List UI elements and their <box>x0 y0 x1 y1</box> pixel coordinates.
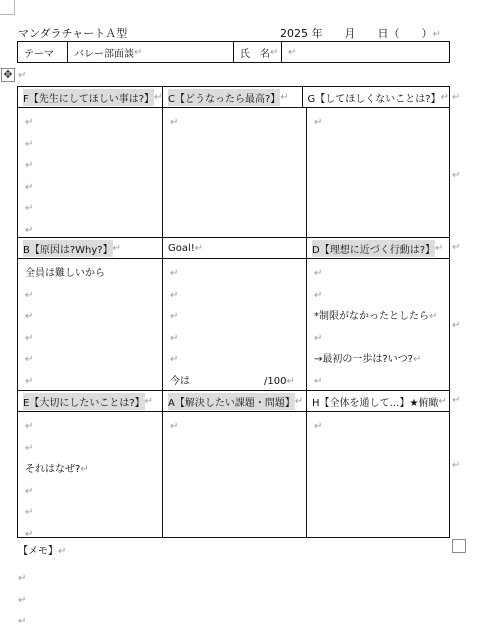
score-suffix: /100 <box>264 375 287 387</box>
paragraph-mark-icon: ↵ <box>286 375 295 387</box>
doc-title-text: マンダラチャートＡ型 <box>18 27 128 40</box>
doc-title <box>18 25 127 41</box>
cell-header-h[interactable] <box>307 391 449 411</box>
theme-label: テーマ <box>24 48 54 60</box>
cell-header-f[interactable] <box>18 87 163 107</box>
grid-body-row-1 <box>18 108 449 238</box>
theme-label-cell <box>18 42 68 62</box>
date-text: 2025 年 月 日（ ） <box>280 27 433 40</box>
table-resize-handle-icon[interactable] <box>452 539 466 553</box>
row-end-mark-icon: ↵ <box>452 320 461 331</box>
name-value-cell[interactable] <box>282 42 449 62</box>
cell-line: ↵ <box>170 332 179 344</box>
score-label: 今は <box>170 375 190 387</box>
cell-line: ↵ <box>170 289 179 301</box>
grid-body-row-2 <box>18 259 449 391</box>
cell-line: ↵ <box>25 354 34 365</box>
cell-line: ↵ <box>25 311 34 322</box>
paragraph-mark-icon: ↵ <box>288 46 297 58</box>
header-table <box>17 41 450 63</box>
cell-body-g[interactable] <box>307 108 449 237</box>
theme-value: バレー部面談 <box>74 48 134 60</box>
cell-label-h: H【全体を通して…】★俯瞰 <box>312 397 439 409</box>
grid-body-row-3 <box>18 412 449 540</box>
cell-header-g[interactable] <box>303 87 449 107</box>
cell-header-a[interactable] <box>163 391 307 411</box>
cell-line: ↵ <box>170 311 179 322</box>
cell-line: ↵ <box>25 507 34 518</box>
cell-line: ↵ <box>314 289 323 301</box>
cell-body-e[interactable] <box>18 412 163 540</box>
cell-body-c[interactable] <box>163 108 307 237</box>
cell-line: ↵ <box>314 117 323 128</box>
cell-line: ↵ <box>25 528 34 540</box>
memo-line: ↵ <box>18 573 27 584</box>
cell-body-b[interactable] <box>18 259 163 390</box>
paragraph-mark-icon: ↵ <box>194 242 204 254</box>
paragraph-mark-icon: ↵ <box>440 91 449 103</box>
cell-label-b: B【原因は?Why?】 <box>23 240 113 257</box>
cell-label-a: A【解決したい課題・問題】 <box>168 393 295 410</box>
grid-header-row-3 <box>18 391 449 412</box>
paragraph-mark-icon: ↵ <box>154 91 163 103</box>
cell-header-b[interactable] <box>18 238 163 258</box>
row-end-mark-icon: ↵ <box>452 460 461 471</box>
cell-body-h[interactable] <box>307 412 449 537</box>
cell-line: ↵ <box>25 224 34 236</box>
cell-line: ↵ <box>25 181 34 193</box>
cell-body-d[interactable] <box>307 259 449 390</box>
page-corner-mark <box>0 0 15 15</box>
cell-label-c: C【どうなったら最高?】 <box>168 89 280 106</box>
memo-line: ↵ <box>18 594 27 606</box>
cell-line: ↵ <box>314 421 323 432</box>
cell-line: ↵ <box>25 203 34 214</box>
cell-line: ↵ <box>25 289 34 301</box>
cell-line: ↵ <box>25 160 34 171</box>
memo-line: ↵ <box>18 616 27 627</box>
cell-label-g: G【してほしくないことは?】 <box>307 93 441 105</box>
row-end-mark-icon: ↵ <box>452 92 461 103</box>
cell-line: →最初の一歩は?いつ?↵ <box>314 354 422 365</box>
cell-line: ↵ <box>314 332 323 344</box>
paragraph-mark-icon: ↵ <box>438 395 447 407</box>
cell-header-goal[interactable] <box>163 238 307 258</box>
cell-header-c[interactable] <box>163 87 303 107</box>
paragraph-mark-icon: ↵ <box>134 46 143 58</box>
paragraph-mark-icon: ↵ <box>112 242 122 254</box>
date-line[interactable] <box>280 25 441 41</box>
cell-line: ↵ <box>25 442 34 454</box>
score-line <box>170 371 306 393</box>
paragraph-mark-icon: ↵ <box>270 46 279 58</box>
cell-line: ↵ <box>170 421 179 432</box>
table-move-handle-icon[interactable]: ✥ <box>1 68 15 82</box>
cell-label-f: F【先生にしてほしい事は?】 <box>23 89 154 106</box>
cell-line: ↵ <box>314 268 323 279</box>
cell-header-e[interactable] <box>18 391 163 411</box>
name-label: 氏 名 <box>240 48 270 60</box>
cell-line: ↵ <box>25 117 34 128</box>
cell-body-goal[interactable] <box>163 259 307 390</box>
memo-lines[interactable] <box>18 565 26 630</box>
cell-line: 全員は難しいから <box>25 268 105 279</box>
grid-header-row-1 <box>18 87 449 108</box>
mandala-grid <box>17 86 450 538</box>
cell-line: ↵ <box>25 375 34 387</box>
row-end-mark-icon: ↵ <box>452 170 461 181</box>
memo-title <box>18 542 66 557</box>
memo-label: 【メモ】 <box>18 546 58 557</box>
cell-label-e: E【大切にしたいことは?】 <box>23 393 145 410</box>
row-end-mark-icon: ↵ <box>452 242 461 253</box>
cell-label-goal: Goal! <box>168 242 195 254</box>
paragraph-mark-icon: ↵ <box>280 91 289 103</box>
paragraph-mark-icon: ↵ <box>58 546 67 557</box>
cell-line: ↵ <box>25 485 34 497</box>
cell-body-a[interactable] <box>163 412 307 537</box>
cell-line: それはなぜ?↵ <box>25 464 89 475</box>
cell-line: *制限がなかったとしたら↵ <box>314 311 438 322</box>
name-label-cell <box>234 42 282 62</box>
cell-line: ↵ <box>314 375 323 387</box>
paragraph-mark-icon: ↵ <box>144 395 154 407</box>
cell-line: ↵ <box>170 354 179 365</box>
cell-line: ↵ <box>25 138 34 150</box>
cell-label-d: D【理想に近づく行動は?】 <box>312 240 435 257</box>
cell-body-f[interactable] <box>18 108 163 237</box>
theme-value-cell[interactable] <box>68 42 234 62</box>
cell-header-d[interactable] <box>307 238 449 258</box>
paragraph-mark-icon: ↵ <box>18 70 27 81</box>
grid-header-row-2 <box>18 238 449 259</box>
paragraph-mark-icon: ↵ <box>294 395 304 407</box>
cell-line: ↵ <box>170 268 179 279</box>
row-end-mark-icon: ↵ <box>452 395 461 406</box>
cell-line: ↵ <box>25 332 34 344</box>
paragraph-mark-icon: ↵ <box>435 242 444 254</box>
cell-line: ↵ <box>170 117 179 128</box>
cell-line: ↵ <box>25 421 34 432</box>
paragraph-mark-icon: ↵ <box>432 29 441 40</box>
